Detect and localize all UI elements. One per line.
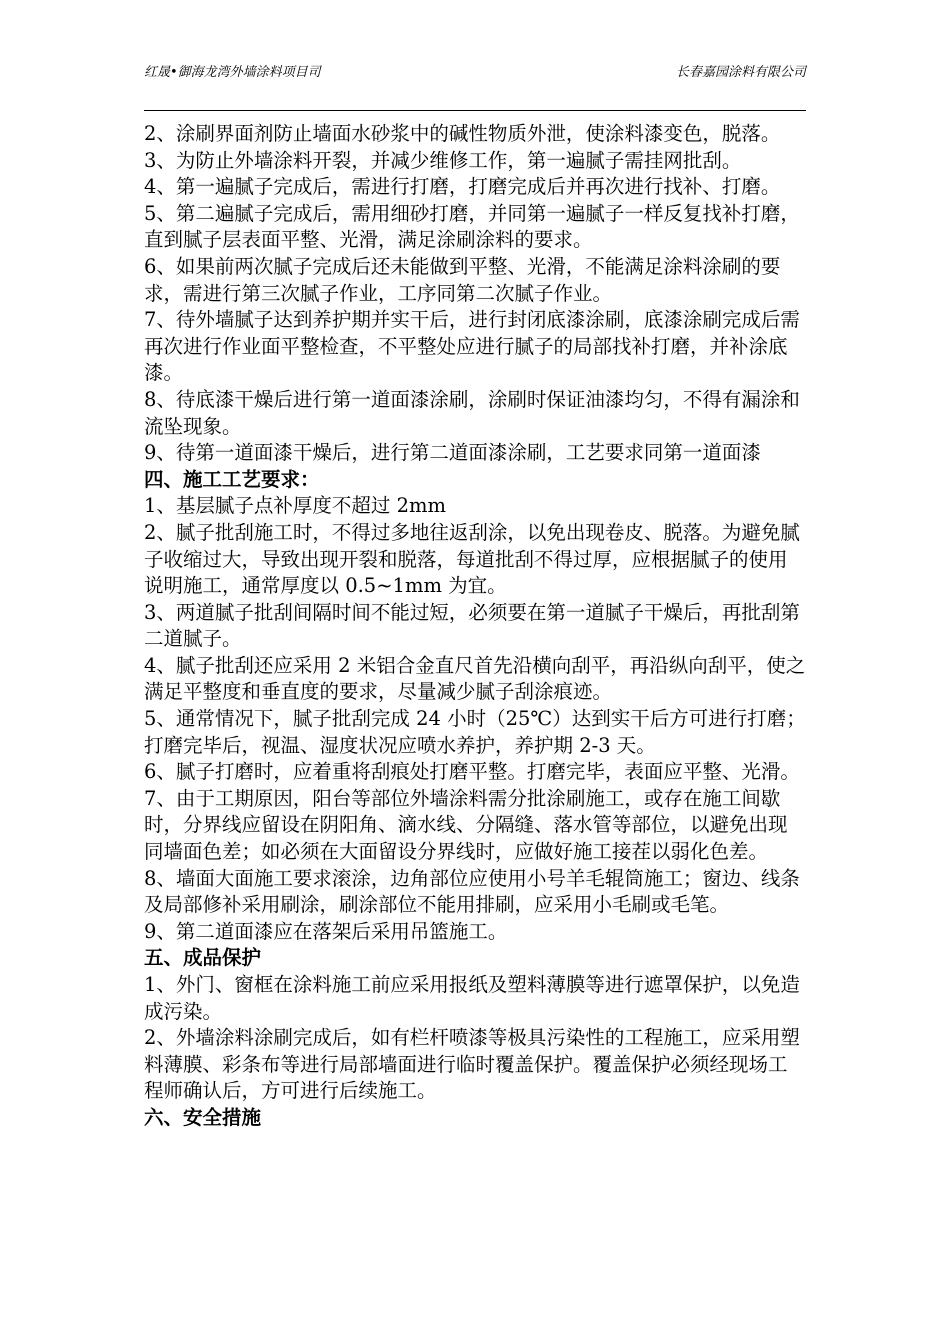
body-paragraph: 4、腻子批刮还应采用 2 米铝合金直尺首先沿横向刮平，再沿纵向刮平，使之满足平整度和垂直度的要求，尽量减少腻子刮涂痕迹。 [144, 653, 806, 704]
body-paragraph: 5、第二遍腻子完成后，需用细砂打磨，并同第一遍腻子一样反复找补打磨，直到腻子层表面平整、光滑，满足涂刷涂料的要求。 [144, 201, 800, 252]
header-right-text: 长春嘉园涂料有限公司 [675, 65, 806, 80]
document-body [144, 121, 806, 1132]
body-paragraph: 7、待外墙腻子达到养护期并实干后，进行封闭底漆涂刷，底漆涂刷完成后需再次进行作业面平整检查，不平整处应进行腻子的局部找补打磨，并补涂底漆。 [144, 308, 800, 385]
body-paragraph: 9、待第一道面漆干燥后，进行第二道面漆涂刷，工艺要求同第一道面漆 [144, 441, 761, 465]
body-paragraph: 2、腻子批刮施工时，不得过多地往返刮涂，以免出现卷皮、脱落。为避免腻子收缩过大，导致出现开裂和脱落，每道批刮不得过厚，应根据腻子的使用说明施工，通常厚度以 0.5~1mm 为宜。 [144, 520, 800, 598]
section-heading: 六、安全措施 [144, 1105, 262, 1129]
body-paragraph: 1、外门、窗框在涂料施工前应采用报纸及塑料薄膜等进行遮罩保护，以免造成污染。 [144, 973, 800, 1023]
body-paragraph: 4、第一遍腻子完成后，需进行打磨，打磨完成后并再次进行找补、打磨。 [144, 175, 781, 199]
body-paragraph: 6、如果前两次腻子完成后还未能做到平整、光滑，不能满足涂料涂刷的要求，需进行第三次腻子作业，工序同第二次腻子作业。 [144, 254, 781, 305]
header-divider [144, 110, 806, 111]
body-paragraph: 5、通常情况下，腻子批刮完成 24 小时（25℃）达到实干后方可进行打磨；打磨完毕后，视温、湿度状况应喷水养护，养护期 2-3 天。 [144, 707, 806, 757]
body-paragraph: 1、基层腻子点补厚度不超过 2mm [144, 494, 446, 518]
section-heading: 五、成品保护 [144, 946, 262, 970]
section-heading: 四、施工工艺要求： [144, 467, 320, 491]
body-paragraph: 6、腻子打磨时，应着重将刮痕处打磨平整。打磨完毕，表面应平整、光滑。 [144, 760, 800, 784]
body-paragraph: 3、为防止外墙涂料开裂，并减少维修工作，第一遍腻子需挂网批刮。 [144, 148, 742, 172]
body-paragraph: 2、外墙涂料涂刷完成后，如有栏杆喷漆等极具污染性的工程施工，应采用塑料薄膜、彩条布等进行局部墙面进行临时覆盖保护。覆盖保护必须经现场工程师确认后，方可进行后续施工。 [144, 1026, 800, 1103]
header-left-text: 红晟•御海龙湾外墙涂料项目司 [144, 65, 321, 80]
body-paragraph: 3、两道腻子批刮间隔时间不能过短，必须要在第一道腻子干燥后，再批刮第二道腻子。 [144, 600, 800, 651]
body-paragraph: 9、第二道面漆应在落架后采用吊篮施工。 [144, 919, 508, 943]
body-paragraph: 2、涂刷界面剂防止墙面水砂浆中的碱性物质外泄，使涂料漆变色，脱落。 [144, 122, 781, 145]
body-paragraph: 8、待底漆干燥后进行第一道面漆涂刷，涂刷时保证油漆均匀，不得有漏涂和流坠现象。 [144, 387, 800, 438]
body-paragraph: 8、墙面大面施工要求滚涂，边角部位应使用小号羊毛辊筒施工；窗边、线条及局部修补采用刷涂，刷涂部位不能用排刷，应采用小毛刷或毛笔。 [144, 866, 800, 917]
body-paragraph: 7、由于工期原因，阳台等部位外墙涂料需分批涂刷施工，或存在施工间歇时，分界线应留设在阴阳角、滴水线、分隔缝、落水管等部位，以避免出现同墙面色差；如必须在大面留设分界线时，应做好施工接茬以弱化色差。 [144, 786, 788, 864]
